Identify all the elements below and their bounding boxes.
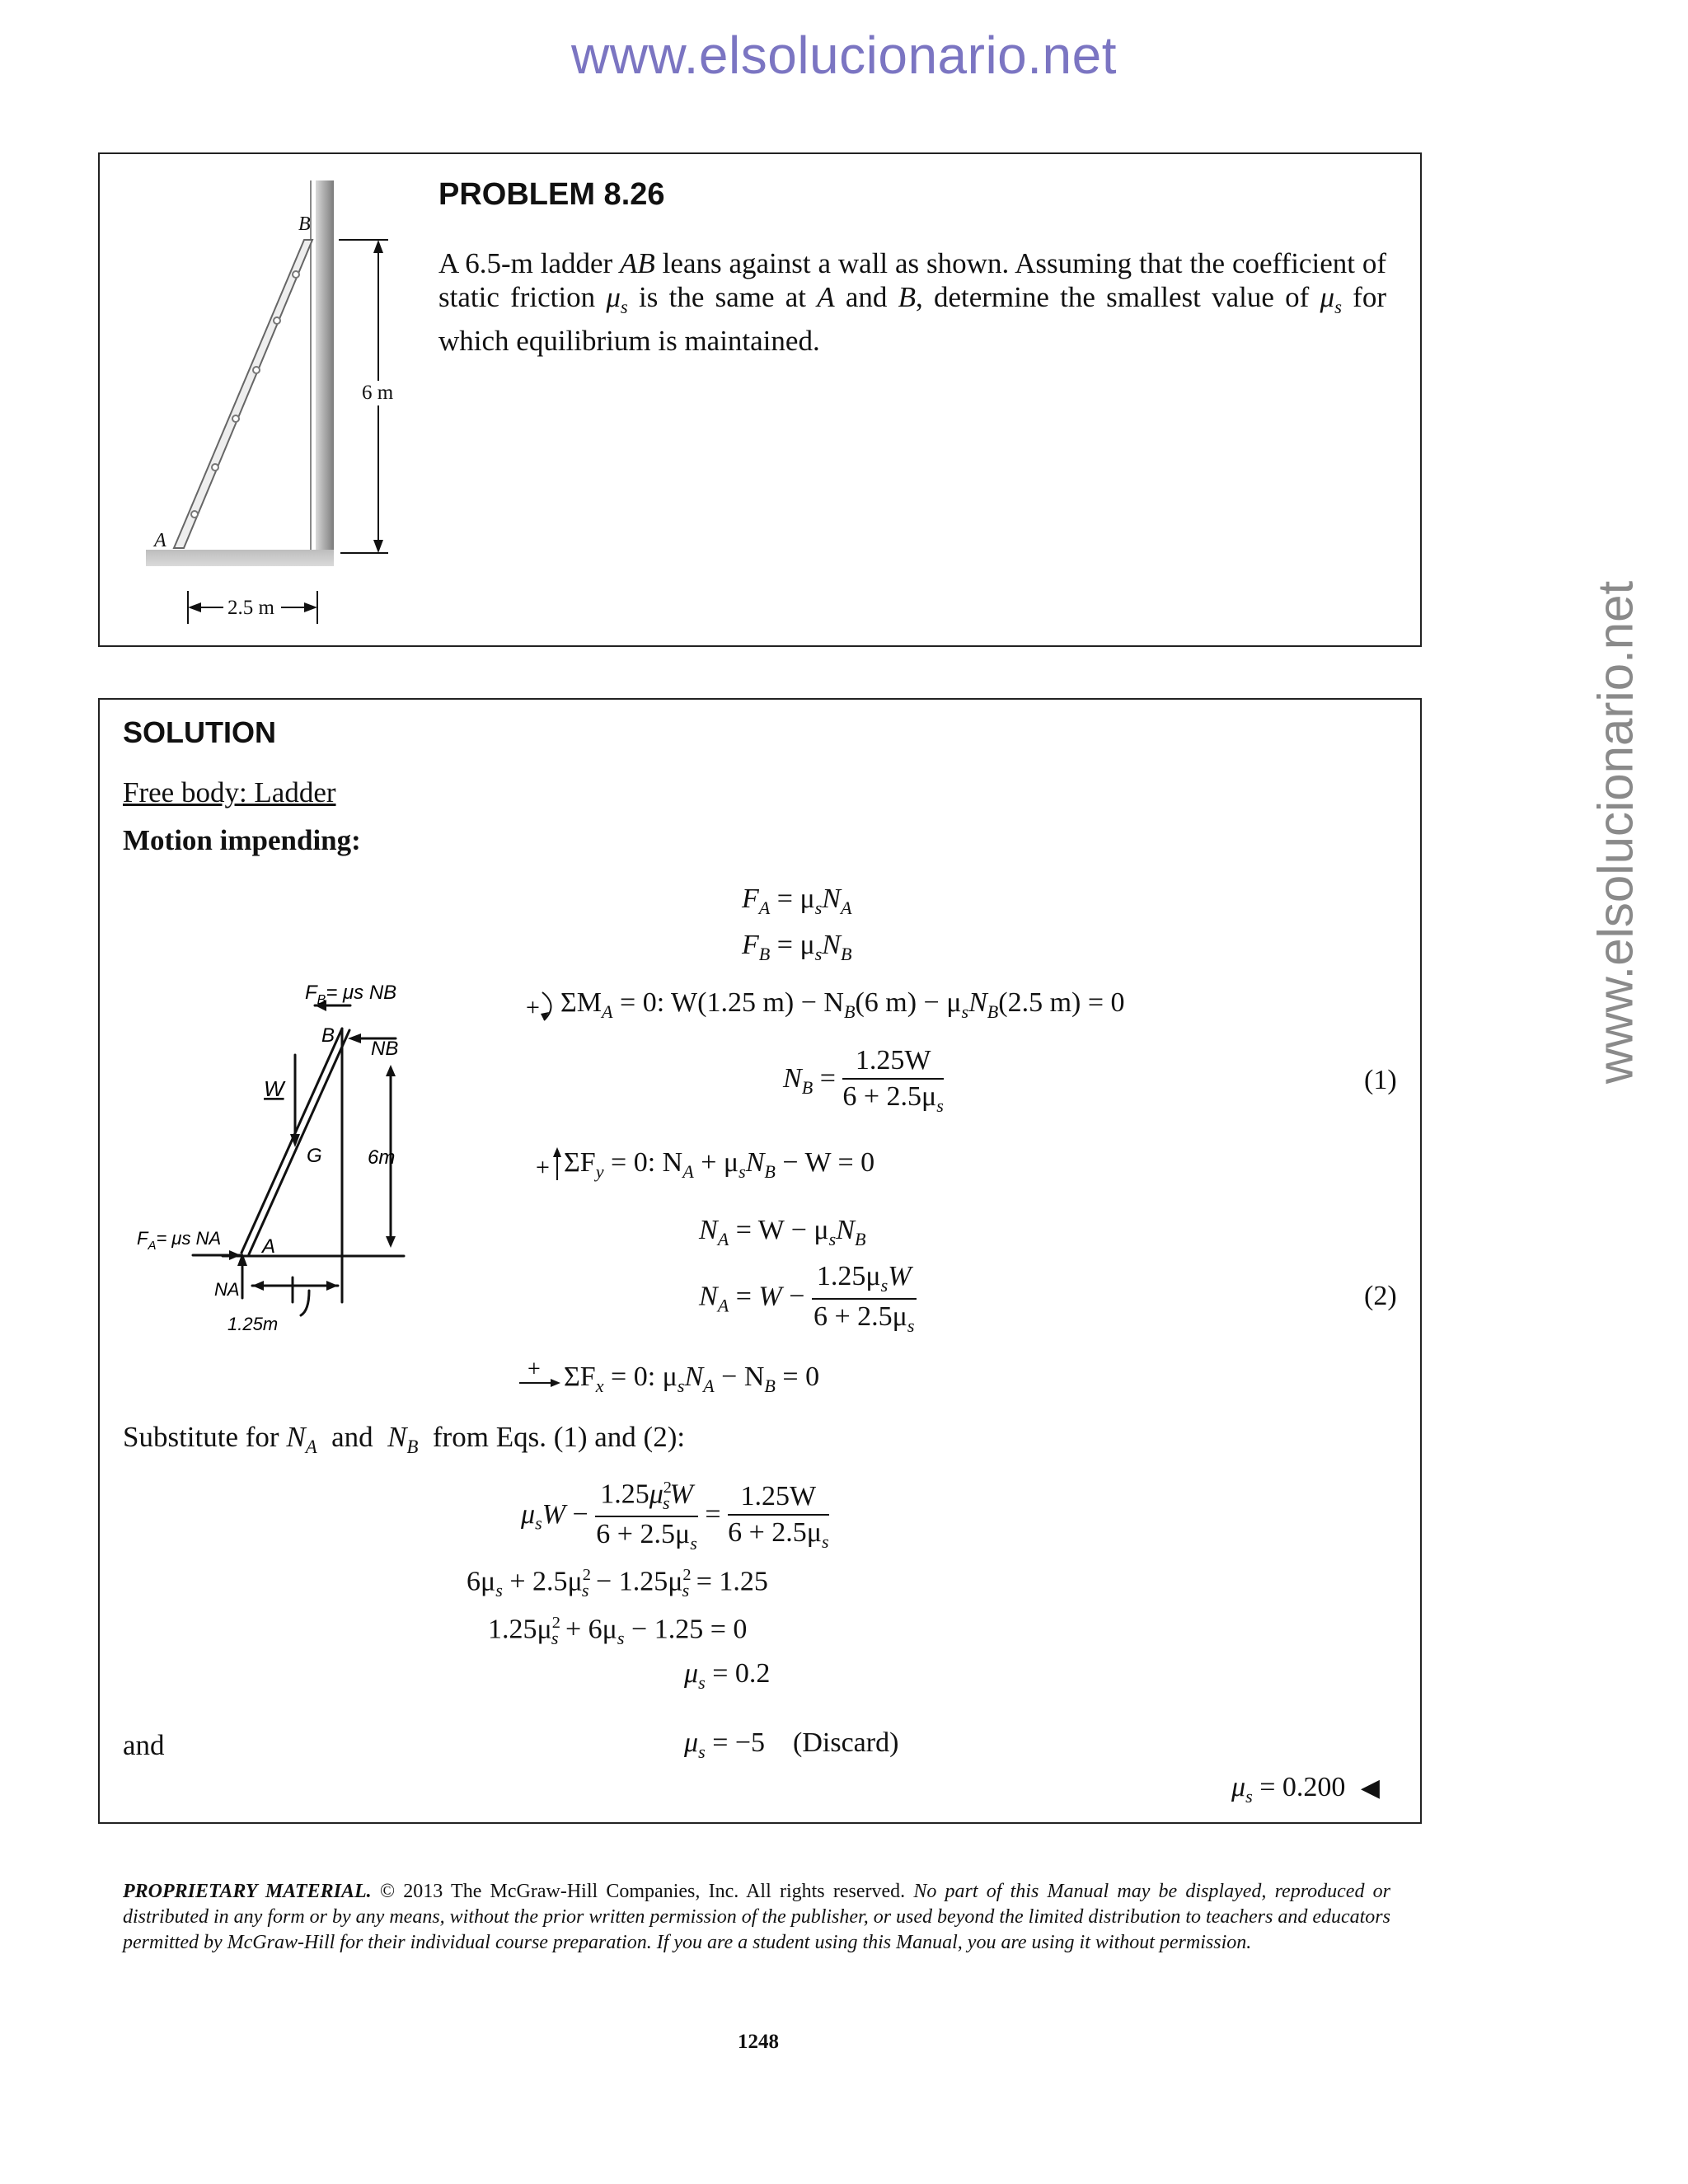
eq-force-x: $\Sigma F_x = 0$: $\mu_sN_A - N_B = 0$ bbox=[564, 1361, 820, 1396]
eq-force-y: $\Sigma F_y = 0$: $N_A + \mu_sN_B - W = 0$ bbox=[564, 1147, 875, 1182]
svg-text:+: + bbox=[528, 1358, 541, 1382]
figure-label-b: B bbox=[298, 213, 311, 235]
figure-height-dim: 6 m bbox=[362, 382, 394, 404]
sketch-g: G bbox=[307, 1145, 322, 1167]
svg-text:+: + bbox=[526, 994, 540, 1021]
and-label: and bbox=[123, 1729, 165, 1761]
sketch-6m: 6m bbox=[368, 1146, 396, 1169]
eq-root-1: $\mu_s = 0.2$ bbox=[684, 1658, 771, 1693]
eq-fb: $F_B = \mu_sN_B$ bbox=[742, 930, 852, 964]
final-answer: $\mu_s = 0.200$ ◀ bbox=[1231, 1772, 1380, 1807]
sketch-125: 1.25m bbox=[227, 1314, 279, 1334]
figure-base-dim: 2.5 m bbox=[227, 597, 274, 619]
substitute-text: Substitute for $N_A$ and $N_B$ from Eqs. (1) and (2): bbox=[123, 1421, 686, 1457]
problem-title: PROBLEM 8.26 bbox=[438, 177, 665, 212]
watermark-side: www.elsolucionario.net bbox=[1587, 580, 1643, 1085]
sketch-fa: F bbox=[137, 1228, 148, 1249]
ladder-shape bbox=[174, 240, 312, 548]
motion-label: Motion impending: bbox=[123, 824, 361, 856]
free-body-sketch bbox=[124, 972, 511, 1335]
eq-nb: $N_B$ = $\frac{1.25W}{6 + 2.5\mu_s}$ bbox=[783, 1045, 944, 1116]
free-body-label: Free body: Ladder bbox=[123, 776, 336, 808]
fy-sign-icon bbox=[534, 1146, 565, 1183]
floor-shape bbox=[146, 550, 334, 566]
sketch-fb: F bbox=[305, 982, 317, 1004]
sketch-na: NA bbox=[214, 1279, 240, 1300]
sketch-w: W bbox=[264, 1076, 284, 1101]
page-number: 1248 bbox=[738, 2031, 779, 2053]
eq-fa: $F_A = \mu_sN_A$ bbox=[742, 883, 852, 918]
sketch-a: A bbox=[262, 1235, 276, 1258]
eq-na-1: $N_A = W - \mu_sN_B$ bbox=[699, 1215, 866, 1249]
eq-root-2: $\mu_s = -5$ (Discard) bbox=[684, 1727, 899, 1762]
watermark-top: www.elsolucionario.net bbox=[571, 26, 1117, 85]
eq-moment-a: $\Sigma M_A = 0$: W(1.25 $m) - N_B(6$ $m) - \mu_sN_B(2.5$ m) = 0 bbox=[560, 987, 1125, 1022]
eq-na-2: $N_A = W$ − $\frac{1.25\mu_sW}{6 + 2.5\mu_s}$ bbox=[699, 1261, 917, 1337]
eq-tag-1: (1) bbox=[1364, 1065, 1397, 1095]
eq-quadratic-1: $6\mu_s + 2.5\mu^2_s - 1.25\mu^2_s = 1.25$ bbox=[467, 1566, 768, 1601]
wall-shape bbox=[316, 180, 334, 563]
eq-tag-2: (2) bbox=[1364, 1281, 1397, 1311]
figure-label-a: A bbox=[154, 530, 166, 551]
problem-statement: A 6.5-m ladder AB leans against a wall as shown. Assuming that the coefficient of static friction $\mu_s$ is the same at A and B, determine the smallest value of $\mu_s$ for which equilibrium is maintained. bbox=[438, 247, 1386, 357]
answer-marker-icon: ◀ bbox=[1360, 1774, 1380, 1802]
svg-text:FA= μs NA: $F_A= \mu s$ NA bbox=[137, 1228, 222, 1253]
moment-sign-icon bbox=[524, 987, 562, 1025]
solution-heading: SOLUTION bbox=[123, 715, 276, 749]
ladder-figure bbox=[100, 154, 446, 632]
sketch-b: B bbox=[321, 1024, 335, 1047]
eq-substituted: $\mu_sW$ − $\frac{1.25\mu^2_sW}{6 + 2.5\mu_s}$ = $\frac{1.25W}{6 + 2.5\mu_s}$ bbox=[521, 1479, 829, 1554]
svg-text:+: + bbox=[536, 1154, 550, 1181]
sketch-nb: NB bbox=[371, 1038, 399, 1060]
problem-box bbox=[98, 152, 1422, 647]
svg-text:FB= μs NB: $F_B= \mu s$ NB bbox=[305, 982, 397, 1007]
fx-sign-icon bbox=[516, 1358, 562, 1391]
footer-copyright: PROPRIETARY MATERIAL. © 2013 The McGraw-Hill Companies, Inc. All rights reserved. No part of this Manual may be displayed, reproduced or distributed in any form or by any means, without the prior written permission of the publisher, or used beyond the limited distribution to teachers and educators permitted by McGraw-Hill for their individual course preparation. If you are a student using this Manual, you are using it without permission. bbox=[123, 1881, 1390, 1953]
eq-quadratic-2: $1.25\mu^2_s + 6\mu_s - 1.25 = 0$ bbox=[488, 1614, 748, 1649]
